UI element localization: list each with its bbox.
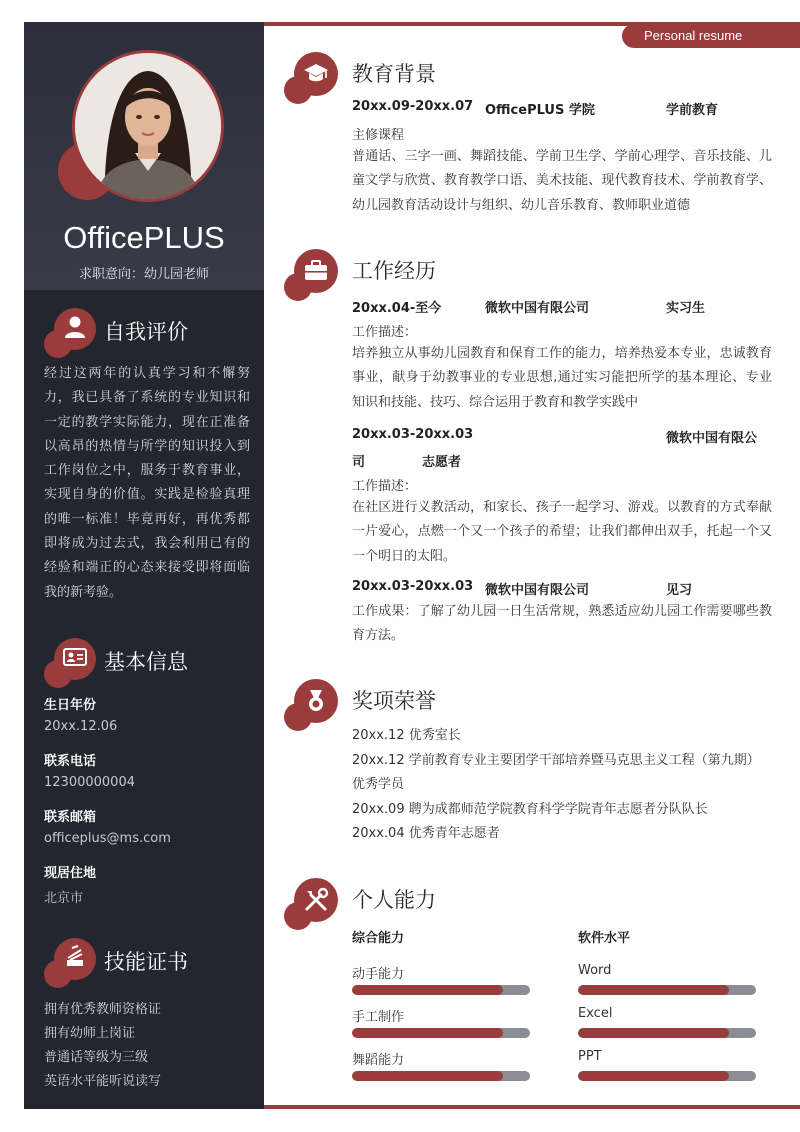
job-desc-label: 工作描述： [352, 479, 418, 494]
certs-header [24, 936, 264, 988]
software-bar [578, 1028, 756, 1038]
job-company: 微软中国有限公司 [485, 301, 590, 316]
birth-value: 20xx.12.06 [44, 719, 118, 734]
birth-label: 生日年份 [44, 698, 97, 713]
self-eval-header [24, 306, 264, 358]
job-role: 实习生 [666, 301, 706, 316]
self-eval-badge [44, 306, 96, 358]
tools-icon [303, 887, 329, 913]
job-date: 20xx.03-20xx.03 [352, 427, 474, 442]
job-company: 微软中国有限公司 [485, 583, 590, 598]
awards-title: 奖项荣誉 [352, 689, 436, 713]
general-ability-head: 综合能力 [352, 931, 405, 946]
skill-bar-fill [352, 1071, 503, 1081]
skill-bar [352, 1028, 530, 1038]
software-label: Excel [578, 1006, 613, 1021]
job-desc-label: 工作描述： [352, 325, 418, 340]
certs-title: 技能证书 [104, 950, 188, 974]
software-bar [578, 985, 756, 995]
job-company-continued: 司 [352, 455, 366, 470]
abilities-header [284, 878, 764, 930]
skill-label: 舞蹈能力 [352, 1053, 405, 1068]
software-bar [578, 1071, 756, 1081]
certificate-icon [62, 944, 88, 970]
email-label: 联系邮箱 [44, 810, 97, 825]
avatar-portrait [75, 53, 221, 199]
work-title: 工作经历 [352, 259, 436, 283]
job-role: 志愿者 [422, 455, 462, 470]
skill-bar-fill [352, 1028, 503, 1038]
job-desc: 培养独立从事幼儿园教育和保育工作的能力，培养热爱本专业，忠诚教育事业，献身于幼教事业的专业思想,通过实习能把所学的基本理论、专业知识和技能、技巧、综合运用于教育和教学实践中 [352, 346, 772, 410]
cert-item: 拥有幼师上岗证 [44, 1026, 136, 1041]
work-badge [284, 249, 338, 301]
awards-badge [284, 679, 338, 731]
education-school: OfficePLUS 学院 [485, 103, 595, 118]
skill-bar [352, 1071, 530, 1081]
basic-info-title: 基本信息 [104, 650, 188, 674]
abilities-title: 个人能力 [352, 888, 436, 912]
software-bar-fill [578, 985, 729, 995]
email-value: officeplus@ms.com [44, 831, 171, 846]
software-label: PPT [578, 1049, 602, 1064]
profile-header [24, 22, 264, 290]
cert-item: 拥有优秀教师资格证 [44, 1002, 162, 1017]
skill-bar [352, 985, 530, 995]
award-item: 20xx.09 聘为成都师范学院教育科学学院青年志愿者分队队长 [352, 802, 708, 817]
job-date: 20xx.04-至今 [352, 301, 442, 316]
education-title: 教育背景 [352, 62, 436, 86]
self-eval-title: 自我评价 [104, 320, 188, 344]
medal-icon [303, 688, 329, 714]
person-icon [62, 314, 88, 340]
avatar [72, 50, 224, 202]
briefcase-icon [303, 258, 329, 284]
job-date: 20xx.03-20xx.03 [352, 579, 474, 594]
profile-name: OfficePLUS [63, 220, 225, 255]
abilities-badge [284, 878, 338, 930]
software-skill-head: 软件水平 [578, 931, 631, 946]
software-bar-fill [578, 1028, 729, 1038]
phone-value: 12300000004 [44, 775, 135, 790]
cert-item: 普通话等级为三级 [44, 1050, 149, 1065]
id-card-icon [62, 644, 88, 670]
skill-bar-fill [352, 985, 503, 995]
award-item: 20xx.12 学前教育专业主要团学干部培养暨马克思主义工程（第九期）优秀学员 [352, 753, 760, 793]
work-header [284, 249, 764, 301]
education-badge [284, 52, 338, 104]
skill-label: 动手能力 [352, 967, 405, 982]
course-label: 主修课程 [352, 128, 405, 143]
course-list: 普通话、三字一画、舞蹈技能、学前卫生学、学前心理学、音乐技能、儿童文学与欣赏、教育教学口语、美术技能、现代教育技术、学前教育学、幼儿园教育活动设计与组织、幼儿音乐教育、教师职业道德 [352, 149, 772, 213]
education-header [284, 52, 764, 104]
phone-label: 联系电话 [44, 754, 97, 769]
cert-item: 英语水平能听说读写 [44, 1074, 162, 1089]
education-major: 学前教育 [666, 103, 719, 118]
award-item: 20xx.12 优秀室长 [352, 728, 461, 743]
basic-info-badge [44, 636, 96, 688]
job-intent: 求职意向：幼儿园老师 [78, 267, 209, 282]
education-date: 20xx.09-20xx.07 [352, 99, 474, 114]
sidebar [24, 22, 264, 1109]
certs-badge [44, 936, 96, 988]
job-role: 见习 [666, 583, 693, 598]
address-label: 现居住地 [44, 866, 97, 881]
basic-info-header [24, 636, 264, 688]
award-item: 20xx.04 优秀青年志愿者 [352, 826, 500, 841]
job-company: 微软中国有限公 [666, 431, 758, 446]
personal-resume-tab: Personal resume [622, 24, 800, 48]
address-value: 北京市 [44, 891, 84, 906]
job-result: 工作成果：了解了幼儿园一日生活常规，熟悉适应幼儿园工作需要哪些教育方法。 [352, 604, 772, 644]
software-bar-fill [578, 1071, 729, 1081]
bottom-accent-bar [264, 1105, 800, 1109]
job-desc: 在社区进行义教活动，和家长、孩子一起学习、游戏。以教育的方式奉献一片爱心，点燃一个又一个孩子的希望；让我们都伸出双手，托起一个又一个明日的太阳。 [352, 500, 772, 564]
graduation-cap-icon [303, 61, 329, 87]
skill-label: 手工制作 [352, 1010, 405, 1025]
software-label: Word [578, 963, 612, 978]
self-eval-text: 经过这两年的认真学习和不懈努力，我已具备了系统的专业知识和一定的教学实际能力，现在正准备以高昂的热情与所学的知识投入到工作岗位之中，服务于教育事业，实现自身的价值。实践是检验真理的唯一标准！毕竟再好，再优秀都即将成为过去式，我会利用已有的经验和端正的心态来接受即将面临我的新考验。 [44, 366, 250, 600]
